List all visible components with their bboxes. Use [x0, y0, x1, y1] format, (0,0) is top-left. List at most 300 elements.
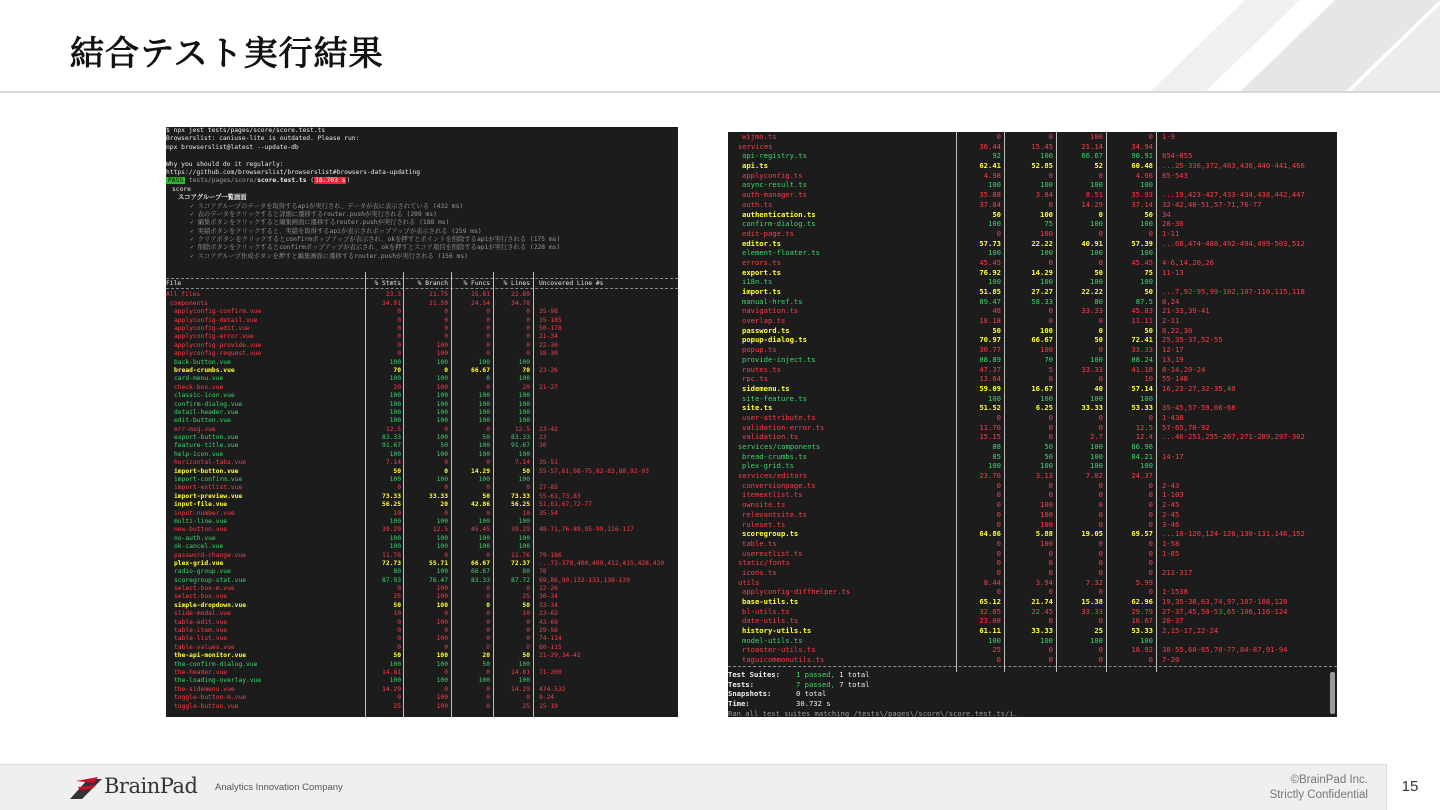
coverage-row	[728, 287, 1337, 297]
pct-funcs: 15.81	[471, 291, 490, 299]
pct-funcs: 0	[1098, 412, 1103, 422]
col-separator	[403, 272, 404, 717]
pct-funcs: 14.29	[471, 467, 490, 475]
coverage-row	[166, 291, 678, 299]
uncovered-lines: 35-45,57-59,66-68	[1162, 403, 1236, 413]
uncovered-lines: 32-42,48-51,57-71,76-77	[1162, 199, 1262, 209]
file-name: table-values.vue	[174, 643, 235, 651]
pct-lines: 37.14	[1131, 199, 1153, 209]
pct-lines: 50	[522, 601, 530, 609]
coverage-row	[166, 686, 678, 694]
coverage-row	[166, 627, 678, 635]
pct-funcs: 21.14	[1081, 141, 1103, 151]
pct-lines: 14.81	[511, 669, 530, 676]
pct-branch: 22.45	[1031, 606, 1053, 616]
coverage-row	[728, 490, 1337, 500]
pct-branch: 100	[1040, 345, 1053, 355]
uncovered-lines: 21-29,34-42	[539, 652, 581, 660]
pct-funcs: 0	[486, 618, 490, 626]
pct-funcs: 100	[478, 408, 490, 416]
coverage-row	[166, 644, 678, 652]
coverage-row	[728, 365, 1337, 375]
file-name: element-floater.ts	[742, 248, 820, 258]
pct-stmts: 18.18	[979, 316, 1001, 326]
pct-funcs: 0	[486, 551, 490, 559]
file-name: export-button.vue	[174, 434, 239, 442]
pct-funcs: 2.7	[1090, 432, 1103, 442]
pct-branch: 21.59	[429, 299, 448, 307]
pct-funcs: 14.29	[1081, 199, 1103, 209]
pct-funcs: 0	[1098, 567, 1103, 577]
coverage-row	[166, 493, 678, 501]
file-name: select-box.vue	[174, 593, 228, 601]
file-name: applyconfig-confirm.vue	[174, 308, 262, 316]
uncovered-lines: 1-438	[1162, 412, 1184, 422]
pct-stmts: 25	[393, 702, 401, 710]
uncovered-lines: 12-26	[539, 585, 558, 593]
pct-funcs: 0	[1098, 558, 1103, 568]
coverage-row	[728, 345, 1337, 355]
pct-branch: 3.94	[1035, 577, 1053, 587]
file-name: import-confirm.vue	[174, 476, 243, 484]
pct-branch: 100	[436, 408, 448, 416]
pct-lines: 70	[522, 366, 530, 374]
pct-funcs: 25	[1094, 626, 1103, 636]
pct-stmts: 7.14	[385, 459, 401, 467]
pct-branch: 100	[1040, 509, 1053, 519]
pct-lines: 72.37	[511, 559, 530, 567]
pct-funcs: 0	[486, 324, 490, 332]
summary-total: 1 total	[839, 669, 870, 679]
pct-funcs: 100	[1090, 219, 1103, 229]
file-name: the-sidemenu.vue	[174, 685, 235, 693]
pct-branch: 100	[1040, 248, 1053, 258]
file-name: relevantsite.ts	[742, 509, 807, 519]
file-name: export.ts	[742, 267, 781, 277]
file-name: async-result.ts	[742, 180, 807, 190]
pct-funcs: 33.33	[1081, 403, 1103, 413]
uncovered-lines: 9-24	[539, 694, 555, 702]
coverage-row	[166, 350, 678, 358]
pct-stmts: 14.29	[382, 685, 401, 693]
pct-stmts: 70	[393, 366, 401, 374]
pct-branch: 100	[436, 593, 448, 601]
pct-lines: 10	[522, 610, 530, 618]
coverage-row	[728, 306, 1337, 316]
pct-lines: 86.96	[1131, 442, 1153, 451]
pct-lines: 100	[518, 392, 530, 400]
pct-funcs: 100	[478, 517, 490, 525]
file-name: routes.ts	[742, 364, 781, 374]
pct-branch: 100	[436, 383, 448, 391]
file-name: api-registry.ts	[742, 151, 807, 161]
coverage-row	[166, 602, 678, 610]
pct-lines: 29.79	[1131, 606, 1153, 616]
uncovered-lines: 43-69	[539, 618, 558, 626]
pct-funcs: 45.45	[471, 526, 490, 534]
pct-stmts: 100	[389, 543, 401, 551]
pct-stmts: 76.92	[979, 267, 1001, 277]
uncovered-lines: 27-37,45,50-53,65-106,116-124	[1162, 606, 1288, 616]
coverage-row	[728, 510, 1337, 520]
check-icon: ✓	[190, 210, 194, 218]
file-name: i18n.ts	[742, 277, 773, 287]
coverage-row	[728, 413, 1337, 423]
pct-branch: 33.33	[429, 492, 448, 500]
file-name: overlap.ts	[742, 316, 786, 326]
coverage-row	[166, 342, 678, 350]
file-name: errors.ts	[742, 257, 781, 267]
pct-stmts: 89.47	[979, 296, 1001, 306]
file-name: api.ts	[742, 161, 768, 171]
coverage-row	[166, 703, 678, 711]
pct-branch: 76.47	[429, 576, 448, 584]
pct-funcs: 33.33	[1081, 306, 1103, 316]
summary-line	[728, 670, 1337, 680]
col-header-funcs: % Funcs	[463, 280, 490, 288]
pct-stmts: 0	[397, 341, 401, 349]
pct-stmts: 0	[397, 618, 401, 626]
pct-lines: 72.41	[1131, 335, 1153, 345]
pct-lines: 90.91	[1131, 151, 1153, 161]
pct-branch: 100	[436, 358, 448, 366]
pct-branch: 0	[1048, 170, 1053, 180]
pct-funcs: 100	[478, 417, 490, 425]
coverage-row	[166, 333, 678, 341]
coverage-row	[166, 501, 678, 509]
file-name: classic-icon.vue	[174, 392, 235, 400]
pct-branch: 14.29	[1031, 267, 1053, 277]
pct-stmts: 23.08	[979, 616, 1001, 626]
pct-branch: 100	[436, 568, 448, 576]
file-name: confirm-dialog.ts	[742, 219, 816, 229]
pct-branch: 100	[1040, 635, 1053, 645]
file-name: check-box.vue	[174, 383, 224, 391]
file-name: toggle-button-m.vue	[174, 694, 247, 702]
pct-lines: 35.93	[1131, 190, 1153, 200]
file-name: authentication.ts	[742, 209, 816, 219]
pct-stmts: 61.11	[979, 626, 1001, 636]
pct-funcs: 0	[1098, 316, 1103, 326]
pct-stmts: 100	[389, 400, 401, 408]
pct-lines: 73.33	[511, 492, 530, 500]
uncovered-lines: 35-98	[539, 308, 558, 316]
uncovered-lines: 34	[1162, 209, 1171, 219]
file-name: table.ts	[742, 538, 777, 548]
pct-stmts: 100	[389, 677, 401, 685]
pct-funcs: 0	[486, 669, 490, 676]
coverage-row	[728, 616, 1337, 626]
pct-funcs: 0	[1098, 325, 1103, 335]
file-name: model-utils.ts	[742, 635, 803, 645]
coverage-table-left	[166, 291, 678, 711]
file-name: static/fonts	[738, 558, 790, 568]
uncovered-lines: 35-54	[539, 509, 558, 517]
pct-lines: 100	[518, 517, 530, 525]
coverage-row	[728, 142, 1337, 152]
pct-stmts: 0	[996, 480, 1001, 490]
uncovered-lines: 23	[539, 434, 547, 442]
pct-funcs: 0	[1098, 170, 1103, 180]
pct-funcs: 19.05	[1081, 529, 1103, 539]
coverage-row	[728, 607, 1337, 617]
pct-branch: 0	[1048, 558, 1053, 568]
pct-branch: 100	[436, 400, 448, 408]
pct-branch: 0	[444, 333, 448, 341]
uncovered-lines: 4-6,14,20,26	[1162, 257, 1214, 267]
pct-branch: 0	[444, 366, 448, 374]
pct-lines: 34.78	[511, 299, 530, 307]
pct-stmts: 0	[996, 538, 1001, 548]
coverage-row	[166, 526, 678, 534]
pct-stmts: 39.29	[382, 526, 401, 534]
pct-funcs: 100	[1090, 354, 1103, 364]
pct-branch: 52.85	[1031, 161, 1053, 171]
uncovered-lines: 12-17	[1162, 345, 1184, 355]
file-name: feature-title.vue	[174, 442, 239, 450]
file-name: bread-crumbs.ts	[742, 451, 807, 461]
coverage-row	[728, 452, 1337, 462]
uncovered-lines: 38-55,60-65,70-77,84-87,91-94	[1162, 645, 1288, 655]
uncovered-lines: 19,35-38,63,74,97,107-108,120	[1162, 597, 1288, 606]
pct-funcs: 0	[486, 308, 490, 316]
pct-stmts: 45.45	[979, 257, 1001, 267]
uncovered-lines: 7-20	[1162, 655, 1180, 665]
pct-branch: 100	[436, 476, 448, 484]
terminal-intro	[166, 127, 678, 177]
pct-branch: 100	[436, 635, 448, 643]
pct-stmts: 10	[393, 610, 401, 618]
pct-lines: 87.5	[1135, 296, 1153, 306]
describe-group: スコアグループ一覧画面	[178, 194, 247, 202]
file-name: scoregroup-stat.vue	[174, 576, 247, 584]
coverage-row	[166, 694, 678, 702]
uncovered-lines: 22-30	[539, 341, 558, 349]
pct-funcs: 100	[478, 543, 490, 551]
pct-funcs: 83.33	[471, 576, 490, 584]
pct-stmts: 51.85	[979, 287, 1001, 296]
pct-branch: 0	[1048, 616, 1053, 626]
pct-lines: 39.29	[511, 526, 530, 534]
slide-header	[0, 0, 1440, 92]
file-name: auth.ts	[742, 199, 773, 209]
pct-stmts: 88.89	[979, 354, 1001, 364]
file-name: rpc.ts	[742, 374, 768, 384]
pct-branch: 100	[436, 341, 448, 349]
pct-branch: 0	[1048, 490, 1053, 500]
pct-branch: 0	[1048, 548, 1053, 558]
pct-stmts: 0	[397, 484, 401, 492]
pct-funcs: 100	[478, 677, 490, 685]
pct-stmts: 100	[988, 393, 1001, 403]
pct-branch: 5.88	[1035, 529, 1053, 539]
uncovered-lines: 30	[539, 442, 547, 450]
file-name: back-button.vue	[174, 358, 231, 366]
pct-branch: 55.71	[429, 559, 448, 567]
file-name: edit-page.ts	[742, 228, 794, 238]
pct-stmts: 83.33	[382, 434, 401, 442]
pct-branch: 11.75	[429, 291, 448, 299]
pct-stmts: 4.98	[983, 170, 1001, 180]
coverage-row	[166, 669, 678, 677]
pct-stmts: 34.91	[382, 299, 401, 307]
pct-stmts: 73.33	[382, 492, 401, 500]
pct-stmts: 0	[996, 490, 1001, 500]
pct-lines: 50	[1144, 287, 1153, 296]
pct-lines: 50	[1144, 209, 1153, 219]
coverage-row	[728, 239, 1337, 249]
coverage-row	[728, 442, 1337, 452]
pct-lines: 100	[1140, 461, 1153, 471]
pct-lines: 100	[518, 450, 530, 458]
pct-branch: 3.13	[1035, 471, 1053, 481]
pct-stmts: 91.67	[382, 442, 401, 450]
pct-lines: 34.94	[1131, 141, 1153, 151]
uncovered-lines: 13,19	[1162, 354, 1184, 364]
pct-stmts: 35.88	[979, 190, 1001, 200]
file-name: the-loading-overlay.vue	[174, 677, 262, 685]
pass-line: PASS tests/pages/score/score.test.ts (16.703 s)	[168, 177, 351, 185]
pct-lines: 0	[1148, 500, 1153, 510]
coverage-row	[166, 677, 678, 685]
pct-branch: 100	[436, 677, 448, 685]
pct-stmts: 0	[397, 308, 401, 316]
file-name: import-preview.vue	[174, 492, 243, 500]
pct-lines: 12.5	[514, 425, 530, 433]
pct-branch: 0	[444, 551, 448, 559]
pct-funcs: 20	[482, 652, 490, 660]
pct-funcs: 0	[1098, 655, 1103, 665]
uncovered-lines: 60-115	[539, 643, 562, 651]
file-name: bl-utils.ts	[742, 606, 790, 616]
pct-funcs: 8.51	[1085, 190, 1103, 200]
pct-stmts: 72.73	[382, 559, 401, 567]
pct-branch: 0	[1048, 306, 1053, 316]
pct-stmts: 48	[992, 306, 1001, 316]
pct-funcs: 42.86	[471, 501, 490, 509]
check-icon: ✓	[190, 244, 194, 252]
file-name: history-utils.ts	[742, 626, 812, 636]
pct-stmts: 50	[992, 209, 1001, 219]
pct-funcs: 0	[1098, 422, 1103, 432]
coverage-row	[728, 316, 1337, 326]
pct-stmts: 100	[389, 417, 401, 425]
pct-lines: 14.29	[511, 685, 530, 693]
uncovered-lines: 1-103	[1162, 490, 1184, 500]
file-name: simple-dropdown.vue	[174, 601, 247, 609]
pct-stmts: 50	[992, 325, 1001, 335]
uncovered-lines: 15-19	[539, 702, 558, 710]
pct-lines: 22.89	[511, 291, 530, 299]
confidential-label: Strictly Confidential	[1269, 789, 1368, 801]
pct-stmts: 100	[389, 450, 401, 458]
pct-branch: 100	[1040, 393, 1053, 403]
pct-branch: 0	[1048, 132, 1053, 141]
uncovered-lines: 21-34	[539, 333, 558, 341]
pct-branch: 20	[440, 501, 448, 509]
file-name: taguicommonutils.ts	[742, 655, 825, 665]
terminal-scrollbar[interactable]	[1330, 672, 1335, 714]
pass-file: score.test.ts	[257, 177, 307, 185]
coverage-row	[166, 451, 678, 459]
pct-stmts: 100	[988, 277, 1001, 287]
pct-lines: 100	[518, 417, 530, 425]
pct-lines: 100	[1140, 180, 1153, 190]
pct-funcs: 24.54	[471, 299, 490, 307]
pct-stmts: 15.15	[979, 432, 1001, 442]
file-name: applyconfig-request.vue	[174, 350, 262, 358]
summary-total: 30.732 s	[796, 698, 831, 708]
terminal-right-jest-output	[728, 132, 1337, 717]
pct-lines: 18.92	[1131, 645, 1153, 655]
pct-branch: 100	[436, 392, 448, 400]
pct-stmts: 50	[393, 652, 401, 660]
check-icon: ✓	[190, 236, 194, 244]
file-name: card-menu.vue	[174, 375, 224, 383]
coverage-row	[728, 384, 1337, 394]
uncovered-lines: 11-13	[1162, 267, 1184, 277]
file-name: popup.ts	[742, 345, 777, 355]
pct-stmts: 11.76	[979, 422, 1001, 432]
coverage-row	[166, 593, 678, 601]
pct-lines: 7.14	[514, 459, 530, 467]
col-header-lines: % Lines	[503, 280, 530, 288]
coverage-row	[166, 384, 678, 392]
pct-funcs: 0	[486, 375, 490, 383]
test-case-text: スコアグループ作成ボタンを押すと編集画面に遷移するrouter.pushが実行される (156 ms)	[193, 252, 468, 260]
pct-lines: 0	[1148, 567, 1153, 577]
test-case	[166, 244, 678, 252]
uncovered-lines: 78	[539, 568, 547, 576]
pct-branch: 12.5	[432, 526, 448, 534]
summary-key: Snapshots:	[728, 689, 772, 699]
pct-branch: 0	[1048, 199, 1053, 209]
pct-lines: 0	[526, 618, 530, 626]
pct-funcs: 0	[486, 509, 490, 517]
pct-funcs: 0	[1098, 209, 1103, 219]
pct-funcs: 0	[486, 383, 490, 391]
pct-stmts: 56.25	[382, 501, 401, 509]
file-name: err-msg.vue	[174, 425, 216, 433]
pct-stmts: 0	[996, 548, 1001, 558]
uncovered-lines: 1-58	[1162, 538, 1180, 548]
pct-lines: 11.76	[511, 551, 530, 559]
pct-stmts: 51.52	[979, 403, 1001, 413]
file-name: table-item.vue	[174, 627, 228, 635]
pct-funcs: 0	[486, 341, 490, 349]
pct-funcs: 0	[486, 685, 490, 693]
pct-stmts: 100	[389, 358, 401, 366]
page-number: 15	[1401, 778, 1419, 795]
summary-key: Tests:	[728, 679, 754, 689]
pct-lines: 0	[526, 308, 530, 316]
uncovered-lines: 2-43	[1162, 480, 1180, 490]
pct-stmts: 100	[389, 534, 401, 542]
pct-lines: 53.33	[1131, 403, 1153, 413]
pct-branch: 0	[1048, 374, 1053, 384]
pct-branch: 21.74	[1031, 597, 1053, 606]
file-name: editor.ts	[742, 238, 781, 248]
pct-stmts: 8.44	[983, 577, 1001, 587]
uncovered-lines: 2-45	[1162, 509, 1180, 519]
pct-branch: 100	[1040, 500, 1053, 510]
pct-funcs: 50	[482, 434, 490, 442]
coverage-row	[728, 210, 1337, 220]
pct-stmts: 80	[393, 568, 401, 576]
col-header-file: File	[166, 280, 182, 288]
uncovered-lines: 2-11	[1162, 316, 1180, 326]
test-list	[166, 203, 678, 262]
